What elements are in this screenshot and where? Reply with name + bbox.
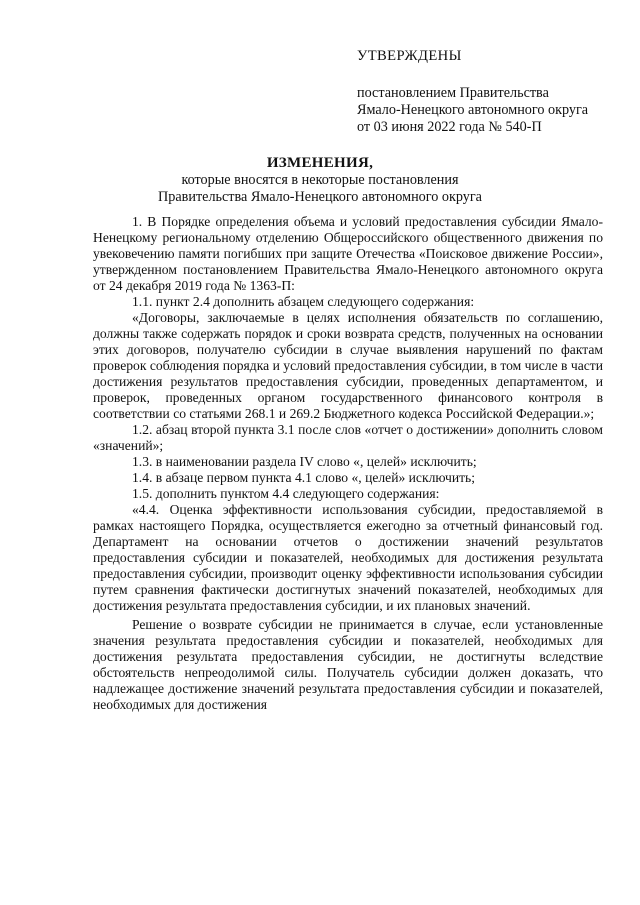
title-sub-2: Правительства Ямало-Ненецкого автономного округа [158, 189, 482, 205]
paragraph: «Договоры, заключаемые в целях исполнения обязательств по соглашению, должны также содержать порядок и сроки возврата средств, полученных на основании этих договоров, получателю субсидии в случае выявления нарушений по фактам проверок соблюдения порядка и условий предоставления субсидии, в том числе в части достижения результатов предоставления субсидии, проведенных департаментом, и проверок, проведенных органом государственного финансового контроля в соответствии со статьями 268.1 и 269.2 Бюджетного кодекса Российской Федерации.»; [93, 310, 603, 421]
document-body [93, 214, 603, 713]
approval-line-3: от 03 июня 2022 года № 540-П [357, 119, 542, 135]
paragraph: 1.5. дополнить пунктом 4.4 следующего содержания: [132, 486, 440, 501]
title-main: ИЗМЕНЕНИЯ, [266, 155, 374, 171]
approval-heading: УТВЕРЖДЕНЫ [357, 48, 462, 64]
paragraph: 1.1. пункт 2.4 дополнить абзацем следующего содержания: [132, 294, 475, 309]
approval-line-1: постановлением Правительства [357, 85, 549, 101]
paragraph: 1. В Порядке определения объема и условий предоставления субсидии Ямало-Ненецкому региональному отделению Общероссийского общественного движения по увековечению памяти погибших при защите Отечества «Поисковое движение России», утвержденном постановлением Правительства Ямало-Ненецкого автономного округа от 24 декабря 2019 года № 1363-П: [93, 214, 603, 293]
paragraph: 1.4. в абзаце первом пункта 4.1 слово «, целей» исключить; [132, 470, 476, 485]
approval-line-2: Ямало-Ненецкого автономного округа [357, 102, 589, 118]
paragraph: 1.2. абзац второй пункта 3.1 после слов «отчет о достижении» дополнить словом «значений»; [93, 422, 603, 453]
approval-block [357, 48, 617, 136]
paragraph: «4.4. Оценка эффективности использования субсидии, предоставляемой в рамках настоящего Порядка, осуществляется ежегодно за отчетный финансовый год. Департамент на основании отчетов о достижении значений результатов предоставления субсидии и показателей, необходимых для достижения результата предоставления субсидии, производит оценку эффективности использования субсидии путем сравнения фактически достигнутых значений показателей, необходимых для достижения результата предоставления субсидии, и их плановых значений. [93, 502, 603, 613]
title-sub-1: которые вносятся в некоторые постановления [181, 172, 459, 188]
paragraph: 1.3. в наименовании раздела IV слово «, целей» исключить; [132, 454, 477, 469]
paragraph: Решение о возврате субсидии не принимается в случае, если установленные значения результата предоставления субсидии и показателей, необходимых для достижения результата предоставления субсидии, не достигнуты вследствие обстоятельств непреодолимой силы. Получатель субсидии должен доказать, что надлежащее достижение значений результата предоставления субсидии и показателей, необходимых для достижения [93, 617, 603, 712]
document-title [0, 155, 640, 206]
